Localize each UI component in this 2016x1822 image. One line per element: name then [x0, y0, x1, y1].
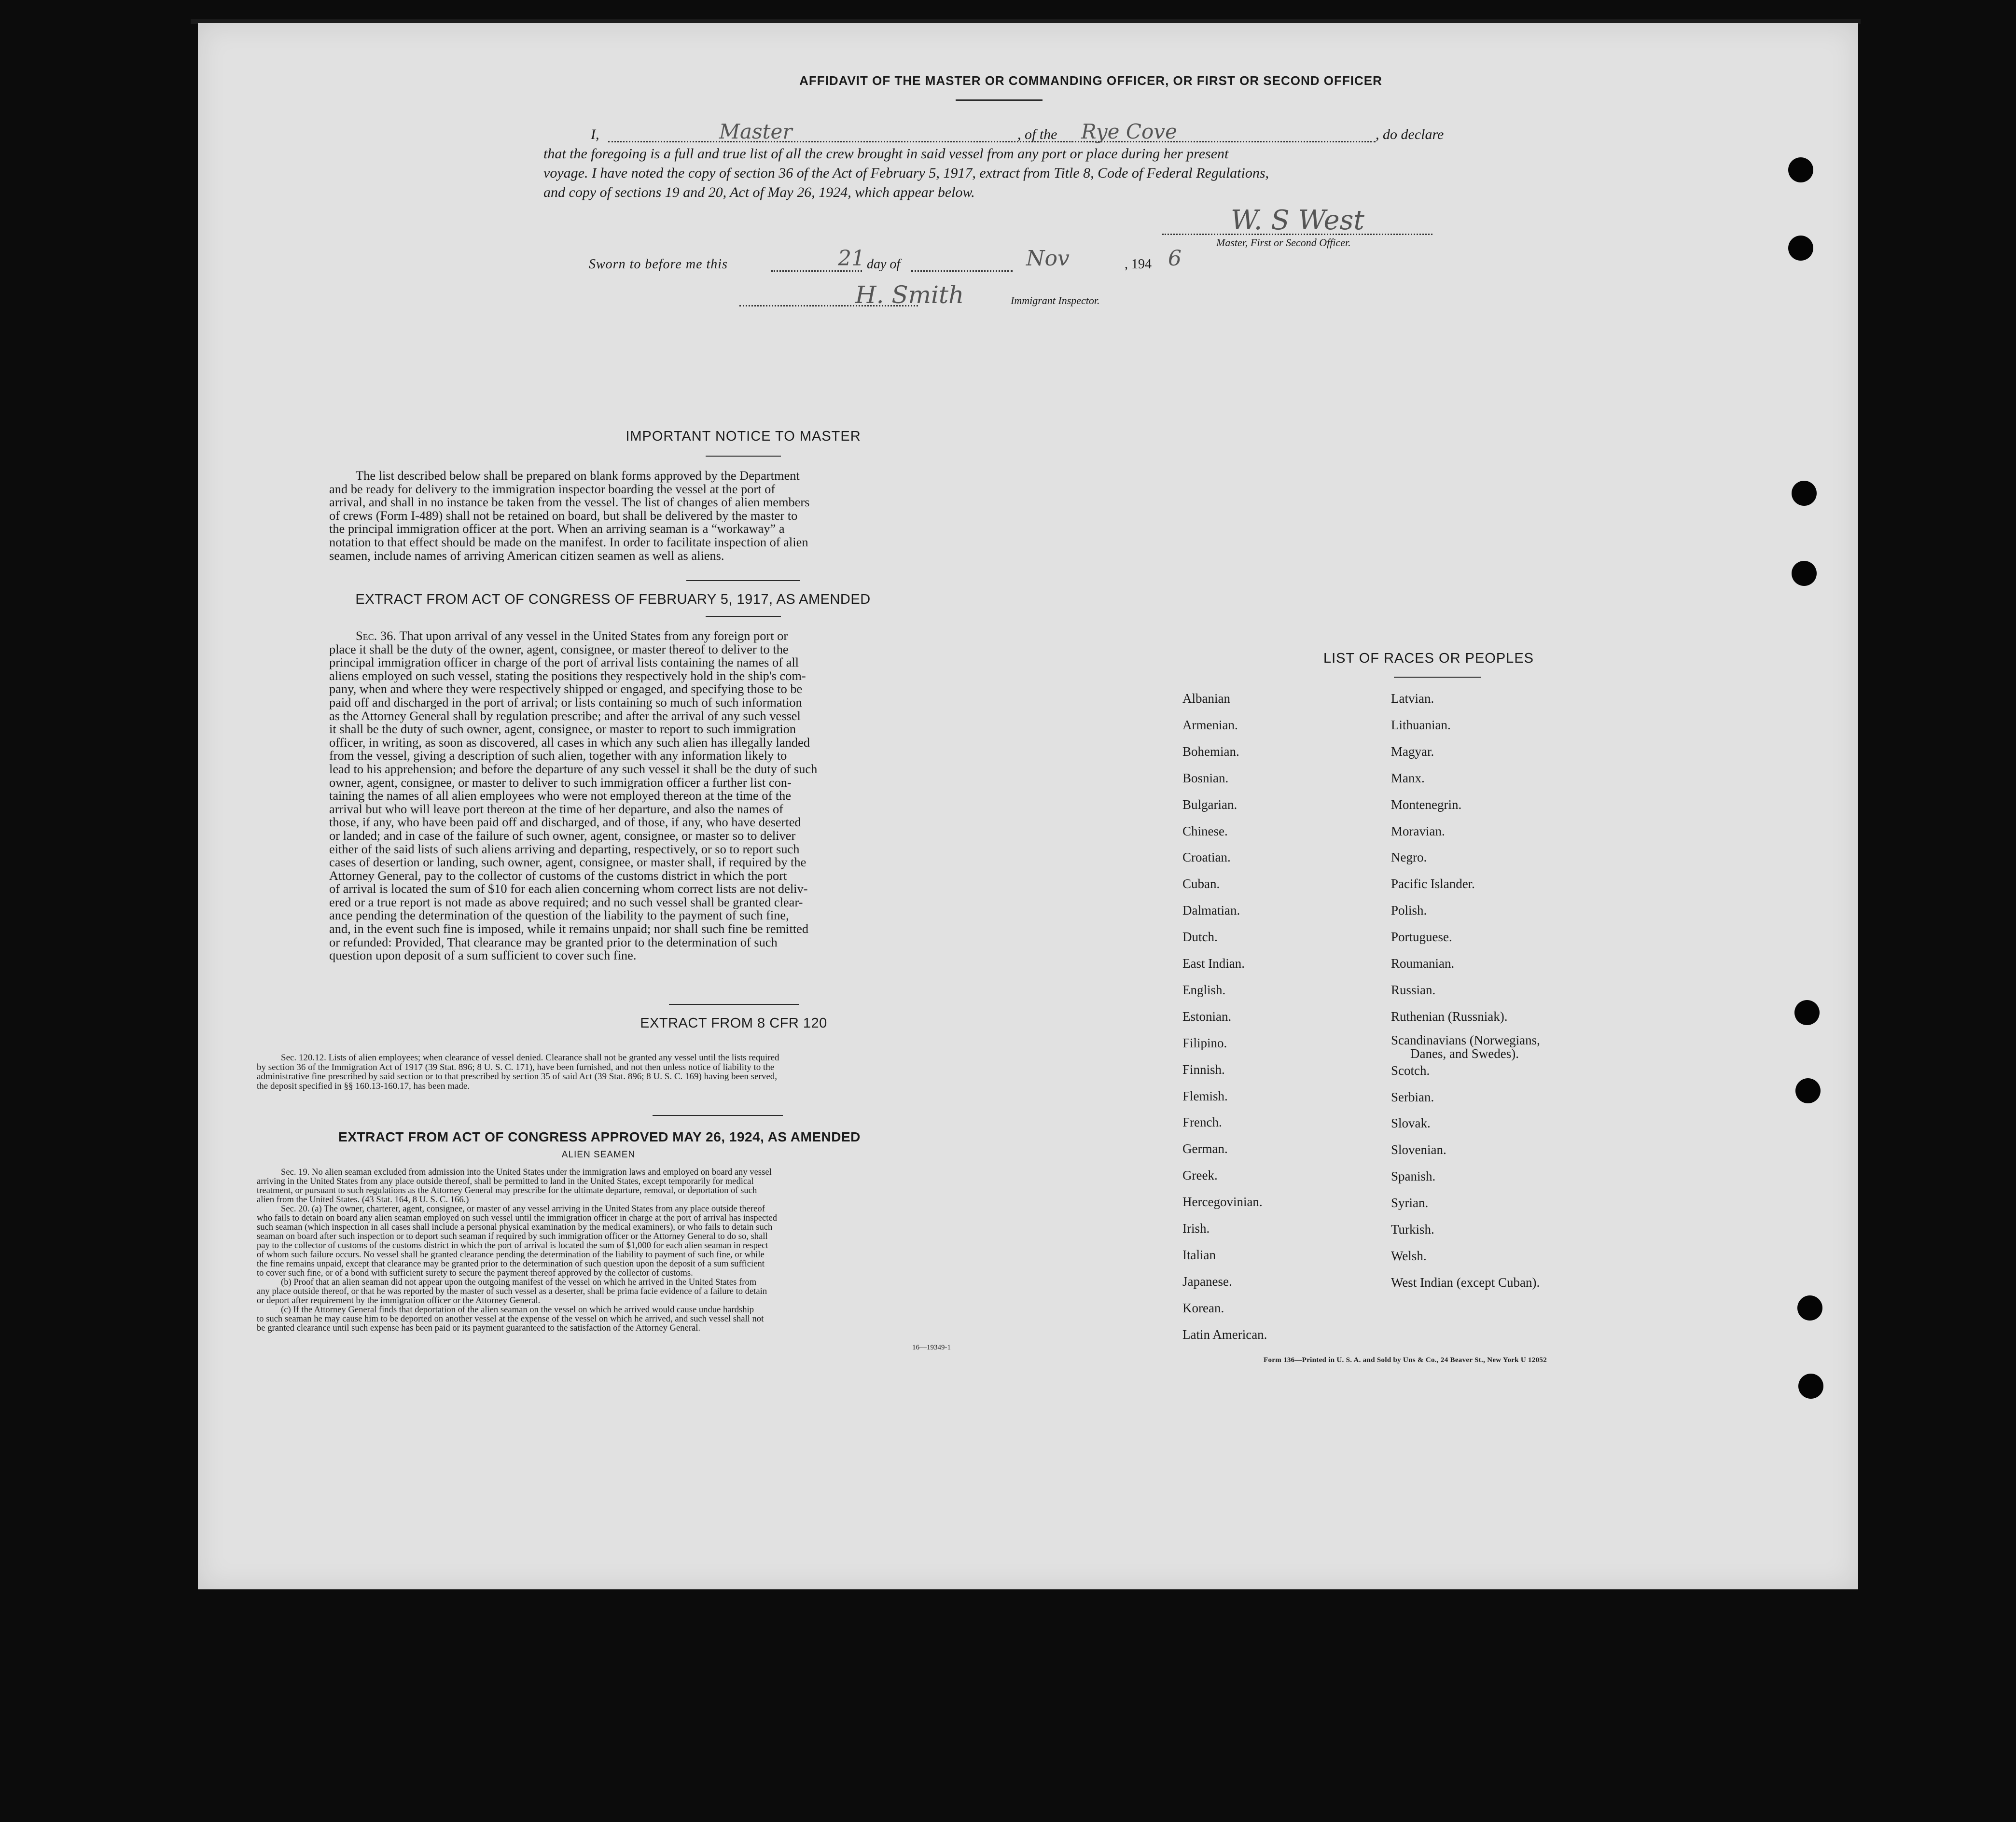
- extract-1924-body: [257, 1168, 961, 1333]
- race-item: Dalmatian.: [1182, 903, 1240, 918]
- section-rule: [686, 580, 800, 581]
- text-line: taining the names of all alien employees who were not employed thereon at the time of the: [329, 789, 792, 803]
- year-handwritten: 6: [1168, 246, 1182, 271]
- text-line: pany, when and where they were respectively shipped or engaged, and specifying those to be: [329, 682, 803, 696]
- race-item: Turkish.: [1391, 1222, 1434, 1237]
- text-line: the principal immigration officer at the port. When an arriving seaman is a “workaway” a: [329, 522, 785, 536]
- race-item: Russian.: [1391, 982, 1436, 997]
- race-item: Welsh.: [1391, 1248, 1427, 1263]
- extract-1924-title: EXTRACT FROM ACT OF CONGRESS APPROVED MAY 26, 1924, AS AMENDED: [338, 1129, 861, 1144]
- master-signature: W. S West: [1231, 205, 1364, 236]
- signature-caption: Master, First or Second Officer.: [1216, 236, 1351, 249]
- inspector-signature: H. Smith: [855, 281, 964, 309]
- text-line: ance pending the determination of the question of the liability to the payment of such fine,: [329, 909, 789, 923]
- extract-cfr-body: [257, 1053, 961, 1091]
- race-item: West Indian (except Cuban).: [1391, 1275, 1540, 1290]
- text-line: of whom such failure occurs. No vessel shall be granted clearance pending the determination of the liability to payment of such fine, or while: [257, 1251, 765, 1260]
- affidavit-i-label: I,: [591, 126, 599, 142]
- race-item: Slovenian.: [1391, 1142, 1446, 1157]
- text-line: or landed; and in case of the failure of such owner, agent, consignee, or master so to deliver: [329, 829, 796, 843]
- race-item: Armenian.: [1182, 717, 1238, 732]
- signature-dotted-line: [1162, 234, 1432, 235]
- text-line: be granted clearance until such expense has been paid or its payment guaranteed to the satisfaction of the Attorney General.: [257, 1324, 701, 1333]
- race-item: Dutch.: [1182, 930, 1218, 945]
- text-line: principal immigration officer in charge of the port of arrival lists containing the names of all: [329, 656, 799, 669]
- race-item: Montenegrin.: [1391, 797, 1462, 812]
- text-line: seamen, include names of arriving American citizen seamen as well as aliens.: [329, 549, 724, 563]
- text-line: (b) Proof that an alien seaman did not appear upon the outgoing manifest of the vessel on which he arrived in the United States from: [281, 1278, 757, 1287]
- race-item: Albanian: [1182, 691, 1230, 706]
- punch-hole: [1792, 561, 1817, 586]
- notice-body: [329, 469, 894, 562]
- race-item: Lithuanian.: [1391, 717, 1451, 732]
- text-line: cases of desertion or landing, such owner, agent, consignee, or master shall, if required by the: [329, 856, 806, 869]
- text-line: any place outside thereof, or that he was reported by the master of such vessel as a deserter, shall be prima facie evidence of a failure to detain: [257, 1287, 767, 1296]
- text-span: That upon arrival of any vessel in the United States from any foreign port or: [399, 629, 788, 643]
- race-item: Latin American.: [1182, 1327, 1267, 1342]
- text-line: notation to that effect should be made on the manifest. In order to facilitate inspection of alien: [329, 535, 808, 549]
- race-item: Pacific Islander.: [1391, 876, 1475, 891]
- race-item: Scandinavians (Norwegians,: [1391, 1032, 1540, 1047]
- race-item: Bohemian.: [1182, 744, 1239, 759]
- day-of-label: day of: [867, 257, 901, 272]
- punch-hole: [1788, 236, 1813, 261]
- race-item: Latvian.: [1391, 691, 1434, 706]
- text-line: from the vessel, giving a description of such alien, together with any information likely to: [329, 749, 787, 763]
- punch-hole: [1795, 1078, 1821, 1103]
- extract-1924-subtitle: ALIEN SEAMEN: [561, 1150, 636, 1160]
- punch-hole: [1794, 1000, 1820, 1025]
- race-item: Negro.: [1391, 850, 1427, 865]
- punch-hole: [1792, 481, 1817, 506]
- race-item: Italian: [1182, 1247, 1216, 1262]
- text-line: administrative fine prescribed by said section or to that prescribed by section 35 of said Act (39 Stat. 896; 8 U. S. C. 169) having been served,: [257, 1072, 778, 1082]
- notice-title: IMPORTANT NOTICE TO MASTER: [626, 429, 861, 444]
- race-item: Estonian.: [1182, 1009, 1232, 1024]
- race-item: Chinese.: [1182, 823, 1228, 838]
- race-item: Bulgarian.: [1182, 797, 1237, 812]
- title-rule: [956, 99, 1043, 101]
- text-line: Sec. 20. (a) The owner, charterer, agent, consignee, or master of any vessel arriving in the United States from any place outside thereof: [281, 1205, 765, 1214]
- text-line: of arrival is located the sum of $10 for each alien concerning whom correct lists are not deliv-: [329, 882, 808, 896]
- punch-hole: [1798, 1374, 1823, 1399]
- vessel-handwritten: Rye Cove: [1081, 120, 1177, 143]
- affidavit-title: AFFIDAVIT OF THE MASTER OR COMMANDING OFFICER, OR FIRST OR SECOND OFFICER: [799, 73, 1382, 88]
- text-line: Sec. 19. No alien seaman excluded from admission into the United States under the immigration laws and employed on board any vessel: [281, 1168, 772, 1177]
- race-item: Roumanian.: [1391, 956, 1455, 971]
- text-line: officer, in writing, as soon as discovered, all cases in which any such alien has illegally landed: [329, 736, 810, 750]
- text-line: [329, 629, 893, 643]
- extract-cfr-title: EXTRACT FROM 8 CFR 120: [640, 1015, 827, 1031]
- race-item: Japanese.: [1182, 1274, 1232, 1289]
- day-handwritten: 21: [838, 246, 865, 271]
- race-item: Magyar.: [1391, 744, 1434, 759]
- race-item: Manx.: [1391, 770, 1425, 785]
- race-item: English.: [1182, 982, 1226, 997]
- text-line: who fails to detain on board any alien seaman employed on such vessel until the immigration officer in charge at the port of arrival has inspected: [257, 1214, 777, 1223]
- text-line: alien from the United States. (43 Stat. 164, 8 U. S. C. 166.): [257, 1196, 469, 1205]
- do-declare-label: , do declare: [1376, 126, 1444, 142]
- text-line: to such seaman he may cause him to be deported on another vessel at the expense of the vessel on which he arrived, and such vessel shall not: [257, 1315, 764, 1324]
- text-line: it shall be the duty of such owner, agent, consignee, or master to report to such immigration: [329, 723, 796, 736]
- races-title: LIST OF RACES OR PEOPLES: [1323, 651, 1534, 666]
- text-line: as the Attorney General shall by regulation prescribe; and after the arrival of any such vessel: [329, 709, 801, 723]
- text-line: either of the said lists of such aliens arriving and departing, respectively, or so to report such: [329, 842, 800, 856]
- text-line: arrival but who will leave port thereon at the time of her departure, and also the names of: [329, 802, 783, 816]
- race-item: Serbian.: [1391, 1089, 1434, 1104]
- extract-1917-title: EXTRACT FROM ACT OF CONGRESS OF FEBRUARY 5, 1917, AS AMENDED: [355, 592, 871, 607]
- race-item: Hercegovinian.: [1182, 1195, 1263, 1210]
- affidavit-line-2: that the foregoing is a full and true list of all the crew brought in said vessel from any port or place during her present: [543, 146, 1229, 162]
- printer-line: Form 136—Printed in U. S. A. and Sold by Uns & Co., 24 Beaver St., New York U 12052: [1264, 1356, 1547, 1364]
- race-item: French.: [1182, 1115, 1222, 1130]
- text-line: ered or a true report is not made as above required; and no such vessel shall be granted clear-: [329, 895, 803, 909]
- race-item: German.: [1182, 1141, 1228, 1156]
- month-handwritten: Nov: [1026, 246, 1070, 271]
- race-item: Moravian.: [1391, 823, 1445, 838]
- affidavit-line-4: and copy of sections 19 and 20, Act of May 26, 1924, which appear below.: [543, 184, 975, 200]
- text-line: or refunded: Provided, That clearance may be granted prior to the determination of such: [329, 935, 778, 949]
- race-item: Flemish.: [1182, 1088, 1228, 1103]
- punch-hole: [1788, 157, 1813, 182]
- text-line: by section 36 of the Immigration Act of 1917 (39 Stat. 896; 8 U. S. C. 171), have been furnished, and not then unless notice of liability to the: [257, 1062, 775, 1072]
- race-item: Bosnian.: [1182, 770, 1229, 785]
- text-line: such seaman (which inspection in all cases shall include a personal physical examination by the medical examiners), or who fails to detain such: [257, 1223, 773, 1232]
- notice-rule: [706, 456, 781, 457]
- text-line: Sec. 120.12. Lists of alien employees; when clearance of vessel denied. Clearance shall not be granted any vessel until the lists required: [281, 1053, 779, 1063]
- text-line: treatment, or pursuant to such regulations as the Attorney General may prescribe for the ultimate departure, removal, or deportation of such: [257, 1186, 757, 1196]
- race-item: Filipino.: [1182, 1035, 1227, 1050]
- text-line: owner, agent, consignee, or master to deliver to such immigration officer a further list con-: [329, 776, 792, 790]
- text-line: to cover such fine, or of a bond with sufficient surety to secure the payment thereof approved by the collector of customs.: [257, 1269, 693, 1278]
- race-item: East Indian.: [1182, 956, 1245, 971]
- race-item: Polish.: [1391, 903, 1427, 918]
- text-line: lead to his apprehension; and before the departure of any such vessel it shall be the duty of such: [329, 762, 818, 776]
- text-line: Attorney General, pay to the collector of customs of the customs district in which the port: [329, 869, 787, 883]
- extract-1917-rule: [706, 616, 781, 617]
- punch-hole: [1797, 1295, 1822, 1321]
- text-line: of crews (Form I-489) shall not be retained on board, but shall be delivered by the master to: [329, 509, 798, 523]
- race-item: Irish.: [1182, 1221, 1210, 1236]
- race-item: Ruthenian (Russniak).: [1391, 1009, 1508, 1024]
- text-line: arrival, and shall in no instance be taken from the vessel. The list of changes of alien members: [329, 496, 810, 509]
- text-line: pay to the collector of customs of the customs district in which the port of arrival is located the sum of $1,000 for each alien seaman in respect: [257, 1241, 768, 1251]
- race-item: Syrian.: [1391, 1196, 1429, 1210]
- section-number: Sec. 36.: [356, 629, 400, 643]
- of-the-label: , of the: [1017, 126, 1057, 142]
- race-item: Finnish.: [1182, 1062, 1225, 1077]
- text-line: paid off and discharged in the port of arrival; or lists containing so much of such information: [329, 695, 802, 709]
- affidavit-line-3: voyage. I have noted the copy of section 36 of the Act of February 5, 1917, extract from Title 8, Code of Federal Regulations,: [543, 165, 1269, 181]
- sworn-label: Sworn to before me this: [589, 257, 728, 272]
- text-line: and, in the event such fine is imposed, while it remains unpaid; nor shall such fine be remitted: [329, 922, 809, 936]
- text-line: The list described below shall be prepared on blank forms approved by the Department: [356, 469, 800, 483]
- race-item: Cuban.: [1182, 876, 1220, 891]
- text-line: those, if any, who have been paid off and discharged, and of those, if any, who have deserted: [329, 816, 801, 829]
- races-rule: [1394, 677, 1481, 678]
- text-line: or deport after requirement by the immigration officer or the Attorney General.: [257, 1296, 541, 1306]
- text-line: the fine remains unpaid, except that clearance may be granted prior to the determination of such question upon the deposit of a sum sufficient: [257, 1260, 765, 1269]
- text-line: and be ready for delivery to the immigration inspector boarding the vessel at the port of: [329, 482, 776, 496]
- race-item: Croatian.: [1182, 850, 1231, 865]
- extract-1917-body: [329, 629, 893, 962]
- text-line: seaman on board after such inspection or to deport such seaman if required by such immigration officer or the Attorney General to do so, shall: [257, 1232, 768, 1241]
- inspector-caption: Immigrant Inspector.: [1011, 294, 1100, 306]
- text-line: aliens employed on such vessel, stating the positions they respectively hold in the ship's com-: [329, 669, 806, 683]
- race-item: Greek.: [1182, 1168, 1218, 1183]
- text-line: place it shall be the duty of the owner, agent, consignee, or master thereof to deliver to the: [329, 642, 789, 656]
- race-item: Spanish.: [1391, 1169, 1436, 1184]
- text-line: question upon deposit of a sum sufficient to cover such fine.: [329, 949, 637, 962]
- year-prefix: , 194: [1125, 257, 1152, 272]
- form-code: 16—19349-1: [912, 1344, 951, 1351]
- text-line: the deposit specified in §§ 160.13-160.17, has been made.: [257, 1081, 470, 1091]
- race-item: Korean.: [1182, 1300, 1224, 1315]
- text-line: arriving in the United States from any place outside thereof, shall be permitted to land in the United States, except temporarily for medical: [257, 1177, 754, 1186]
- month-dotted-line: [911, 270, 1013, 272]
- race-item: Portuguese.: [1391, 930, 1452, 945]
- text-line: (c) If the Attorney General finds that deportation of the alien seaman on the vessel on which he arrived would cause undue hardship: [281, 1306, 754, 1315]
- race-item: Slovak.: [1391, 1116, 1431, 1131]
- section-rule: [669, 1004, 799, 1005]
- section-rule: [653, 1115, 783, 1116]
- document-sheet: [198, 23, 1858, 1589]
- name-handwritten: Master: [719, 120, 792, 143]
- race-item: Danes, and Swedes).: [1410, 1046, 1519, 1061]
- race-item: Scotch.: [1391, 1063, 1430, 1078]
